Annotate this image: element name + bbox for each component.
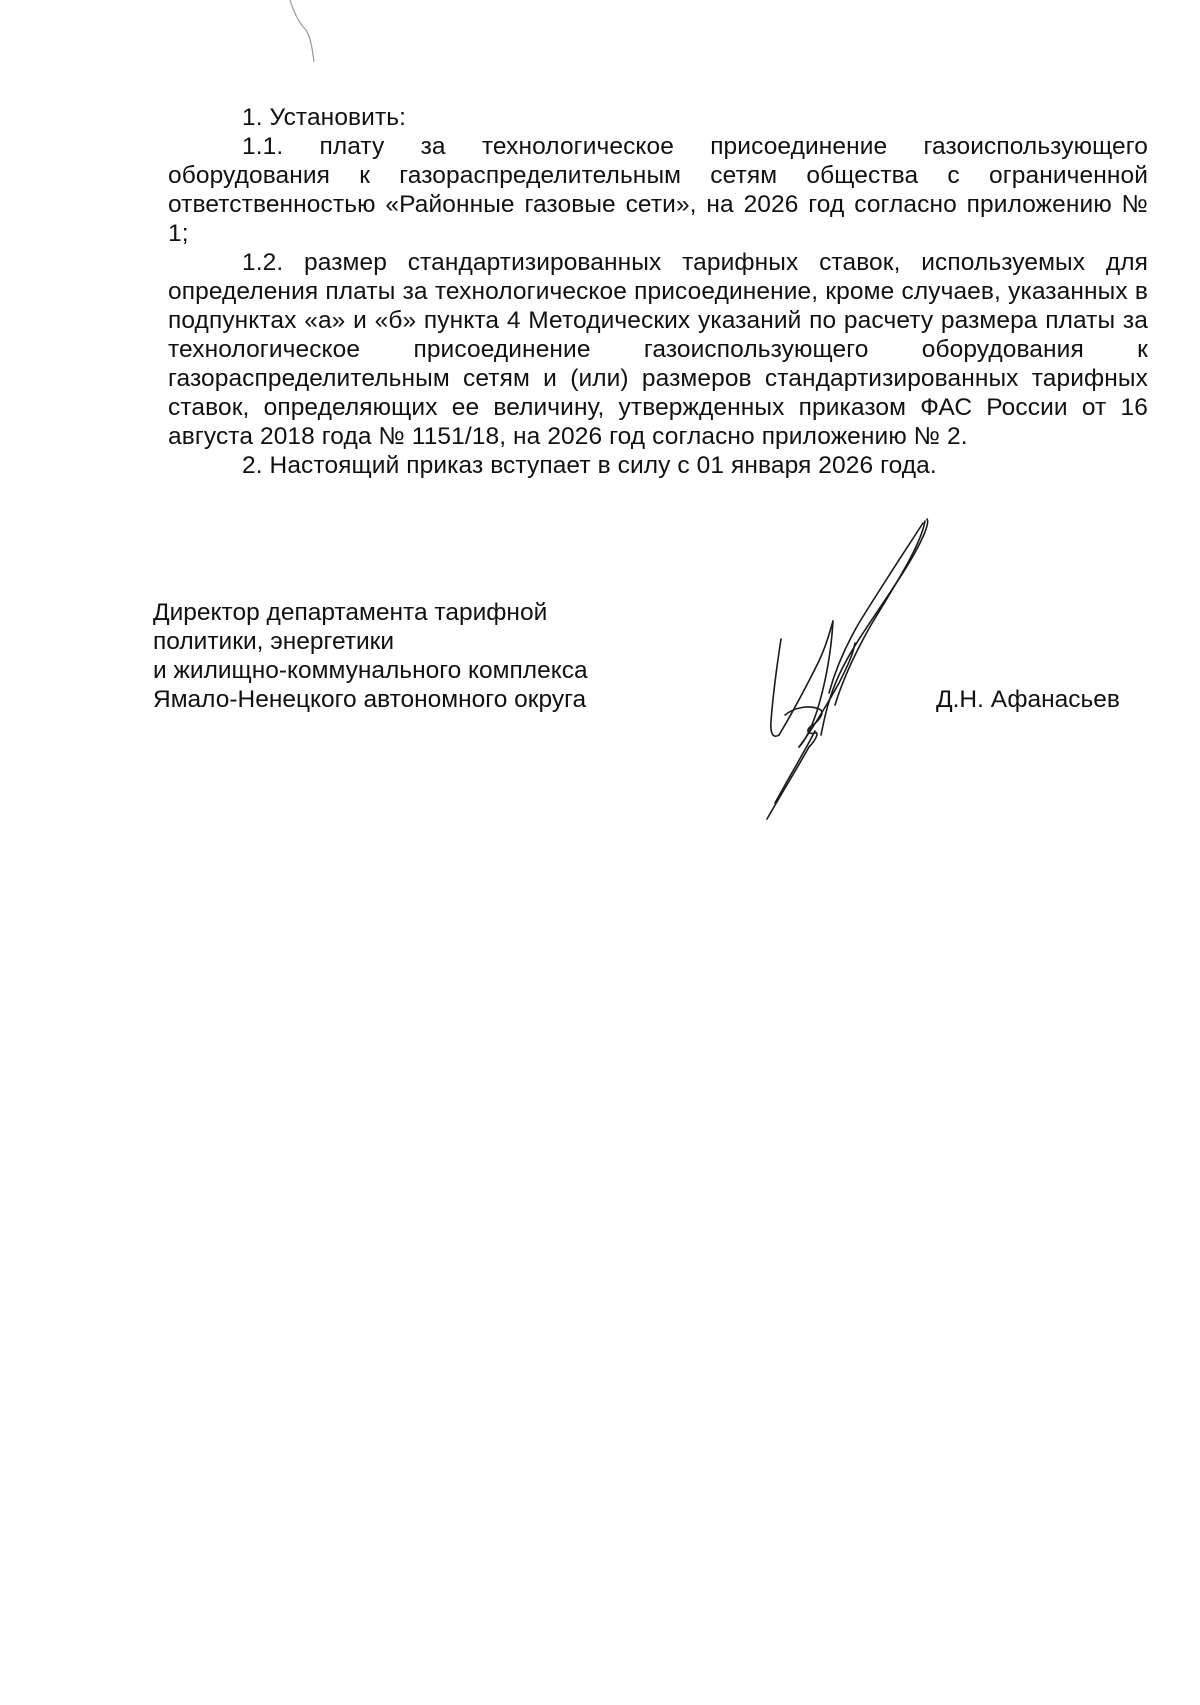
- position-line: и жилищно-коммунального комплекса: [153, 657, 588, 684]
- paragraph-2: 2. Настоящий приказ вступает в силу с 01 января 2026 года.: [242, 452, 937, 479]
- position-line: Директор департамента тарифной: [153, 599, 548, 626]
- scan-artifact-mark: [280, 0, 330, 70]
- order-body: [168, 103, 1148, 480]
- position-line: политики, энергетики: [153, 628, 395, 655]
- signatory-position: [153, 598, 673, 714]
- position-line: Ямало-Ненецкого автономного округа: [153, 686, 587, 713]
- paragraph-1: 1. Установить:: [242, 104, 407, 131]
- signer-name: Д.Н. Афанасьев: [936, 686, 1120, 713]
- paragraph-1-2: 1.2. размер стандартизированных тарифных ставок, используемых для определения платы за технологическое присоединение, кроме случаев, указанных в подпунктах «а» и «б» пункта 4 Методических указаний по расчету размера платы за технологическое присоединение газоиспользующего оборудования к газораспределительным сетям и (или) размеров стандартизированных тарифных ставок, определяющих ее величину, утвержденных приказом ФАС России от 16 августа 2018 года № 1151/18, на 2026 год согласно приложению № 2.: [168, 249, 1148, 450]
- handwritten-signature: [755, 515, 945, 830]
- paragraph-1-1: 1.1. плату за технологическое присоединение газоиспользующего оборудования к газораспределительным сетям общества с ограниченной ответственностью «Районные газовые сети», на 2026 год согласно приложению № 1;: [168, 133, 1148, 247]
